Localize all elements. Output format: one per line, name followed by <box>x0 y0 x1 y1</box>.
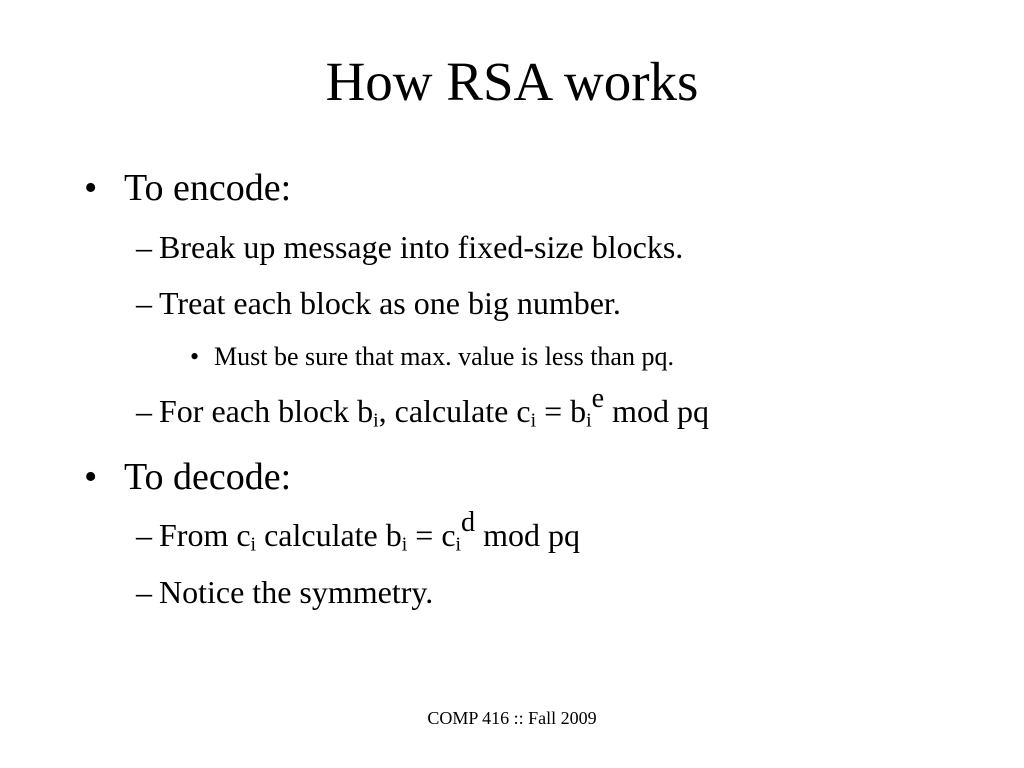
subscript-i: i <box>250 533 257 556</box>
formula-text: mod pq <box>604 393 710 429</box>
subscript-i: i <box>586 409 592 432</box>
exponent-e: e <box>591 382 605 414</box>
dash-marker: – <box>136 517 152 553</box>
formula-text: calculate b <box>256 517 402 553</box>
slide-title: How RSA works <box>325 51 699 112</box>
formula-text: = b <box>536 393 587 429</box>
subbullet-text: Notice the symmetry. <box>159 574 434 610</box>
dash-marker: – <box>136 229 152 265</box>
bullet-marker: • <box>84 167 98 209</box>
dash-marker: – <box>136 393 152 429</box>
subscript-i: i <box>373 409 379 432</box>
note-text: Must be sure that max. value is less than pq. <box>214 342 674 371</box>
bullet-marker: • <box>84 456 98 498</box>
formula-text: = c <box>407 517 456 553</box>
bullet-to-decode <box>84 455 291 499</box>
dash-marker: – <box>136 285 152 321</box>
formula-text: For each block b <box>159 393 374 429</box>
subscript-i: i <box>401 533 408 556</box>
subbullet-decode-formula <box>136 506 580 556</box>
formula-text: , calculate c <box>378 393 531 429</box>
bullet-to-encode <box>84 166 291 210</box>
subbullet-text: Break up message into fixed-size blocks. <box>159 229 684 265</box>
subscript-i: i <box>530 409 537 432</box>
bullet-text: To encode: <box>124 167 292 209</box>
subbullet-text: Treat each block as one big number. <box>159 285 621 321</box>
subbullet-encode-formula <box>136 382 710 432</box>
bullet-marker: • <box>190 342 200 371</box>
subscript-i: i <box>455 533 462 556</box>
formula-text: mod pq <box>475 517 580 553</box>
slide-footer: COMP 416 :: Fall 2009 <box>427 708 597 728</box>
subbullet-break-up-message <box>136 229 683 266</box>
formula-text: From c <box>159 517 251 553</box>
dash-marker: – <box>136 574 152 610</box>
subbullet-symmetry <box>136 574 433 611</box>
subbullet-treat-each-block <box>136 285 621 322</box>
bullet-text: To decode: <box>124 456 292 498</box>
exponent-d: d <box>461 506 476 538</box>
subsubbullet-max-value-note <box>190 342 674 372</box>
